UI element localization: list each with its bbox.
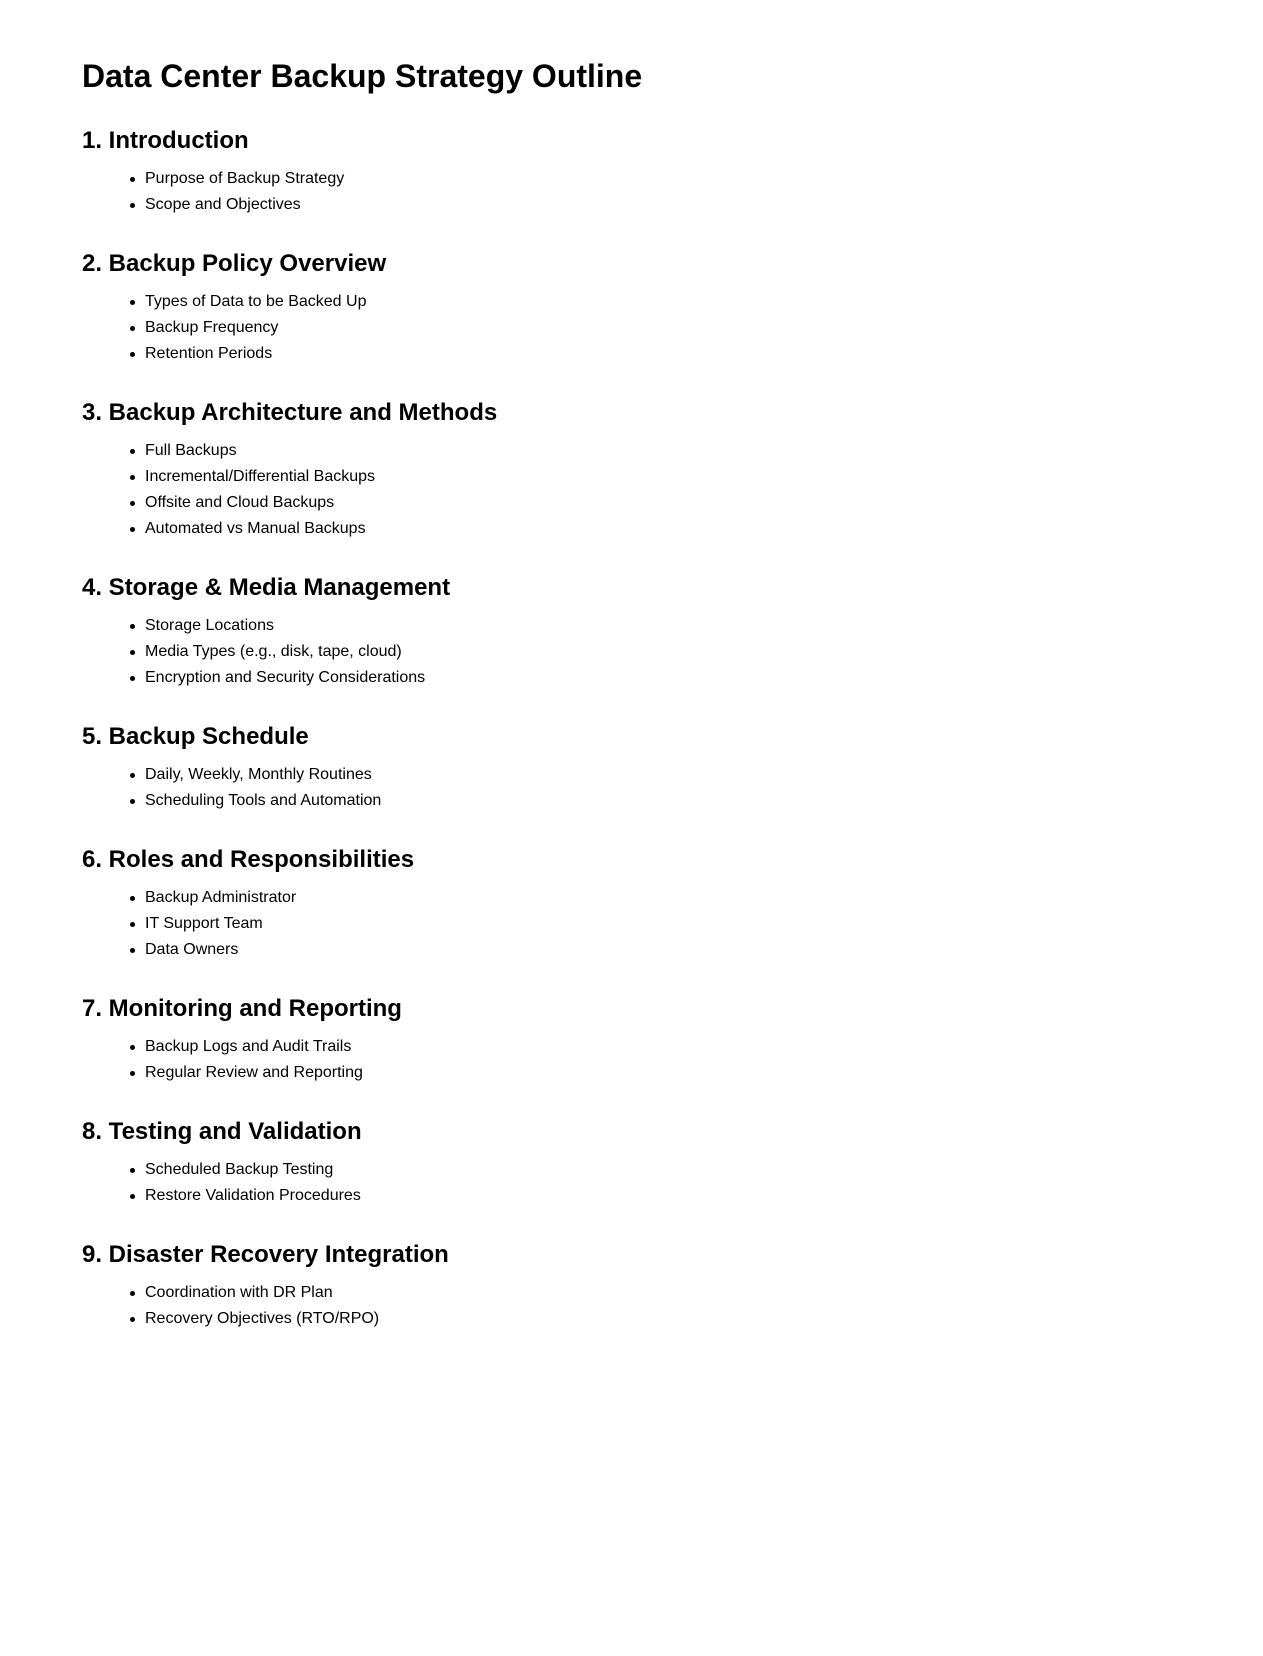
list-item xyxy=(145,885,497,911)
list-item-text: Media Types (e.g., disk, tape, cloud) xyxy=(145,643,402,660)
section-item-list xyxy=(82,885,497,963)
list-item-text: Restore Validation Procedures xyxy=(145,1187,361,1204)
list-item xyxy=(145,464,497,490)
list-item-text: Scope and Objectives xyxy=(145,196,301,213)
list-item xyxy=(145,937,497,963)
list-item xyxy=(145,1280,497,1306)
section-heading: 6. Roles and Responsibilities xyxy=(82,846,415,873)
list-item xyxy=(145,289,497,315)
bullet-icon xyxy=(130,326,135,331)
list-item xyxy=(145,315,497,341)
document-page xyxy=(82,0,1182,1327)
bullet-icon xyxy=(130,203,135,208)
list-item-text: Scheduled Backup Testing xyxy=(145,1161,334,1178)
section-heading: 1. Introduction xyxy=(82,127,249,154)
bullet-icon xyxy=(130,896,135,901)
section-item-list xyxy=(82,438,497,542)
list-item-text: Daily, Weekly, Monthly Routines xyxy=(145,766,372,783)
section-heading: 3. Backup Architecture and Methods xyxy=(82,399,498,426)
list-item xyxy=(145,665,497,691)
outline-section xyxy=(82,1117,497,1209)
bullet-icon xyxy=(130,650,135,655)
outline-section xyxy=(82,994,497,1086)
list-item-text: Recovery Objectives (RTO/RPO) xyxy=(145,1310,380,1327)
bullet-icon xyxy=(130,352,135,357)
list-item xyxy=(145,613,497,639)
list-item-text: Backup Frequency xyxy=(145,319,279,336)
list-item xyxy=(145,1183,497,1209)
list-item-text: Backup Administrator xyxy=(145,889,297,906)
outline-section xyxy=(82,398,497,542)
bullet-icon xyxy=(130,948,135,953)
bullet-icon xyxy=(130,475,135,480)
section-item-list xyxy=(82,613,497,691)
section-item-list xyxy=(82,1157,497,1209)
list-item xyxy=(145,166,497,192)
list-item xyxy=(145,762,497,788)
bullet-icon xyxy=(130,1317,135,1322)
list-item-text: Incremental/Differential Backups xyxy=(145,468,376,485)
list-item xyxy=(145,1034,497,1060)
list-item-text: Offsite and Cloud Backups xyxy=(145,494,335,511)
list-item xyxy=(145,788,497,814)
outline-section xyxy=(82,126,497,218)
list-item-text: Regular Review and Reporting xyxy=(145,1064,363,1081)
bullet-icon xyxy=(130,1291,135,1296)
list-item xyxy=(145,1157,497,1183)
section-heading: 7. Monitoring and Reporting xyxy=(82,995,402,1022)
list-item-text: Full Backups xyxy=(145,442,237,459)
bullet-icon xyxy=(130,177,135,182)
list-item-text: IT Support Team xyxy=(145,915,263,932)
list-item-text: Retention Periods xyxy=(145,345,273,362)
page-title: Data Center Backup Strategy Outline xyxy=(82,58,643,94)
bullet-icon xyxy=(130,527,135,532)
outline-section xyxy=(82,845,497,963)
outline-sections xyxy=(82,126,497,1363)
bullet-icon xyxy=(130,922,135,927)
section-item-list xyxy=(82,762,497,814)
list-item-text: Types of Data to be Backed Up xyxy=(145,293,367,310)
list-item-text: Scheduling Tools and Automation xyxy=(145,792,382,809)
list-item-text: Encryption and Security Considerations xyxy=(145,669,426,686)
list-item-text: Automated vs Manual Backups xyxy=(145,520,366,537)
section-heading: 2. Backup Policy Overview xyxy=(82,250,387,277)
section-item-list xyxy=(82,166,497,218)
bullet-icon xyxy=(130,1168,135,1173)
section-item-list xyxy=(82,289,497,367)
section-heading: 9. Disaster Recovery Integration xyxy=(82,1241,449,1268)
list-item xyxy=(145,192,497,218)
list-item xyxy=(145,911,497,937)
section-heading: 8. Testing and Validation xyxy=(82,1118,362,1145)
list-item-text: Data Owners xyxy=(145,941,239,958)
list-item-text: Backup Logs and Audit Trails xyxy=(145,1038,352,1055)
list-item-text: Purpose of Backup Strategy xyxy=(145,170,345,187)
section-item-list xyxy=(82,1280,497,1332)
bullet-icon xyxy=(130,501,135,506)
bullet-icon xyxy=(130,300,135,305)
bullet-icon xyxy=(130,449,135,454)
bullet-icon xyxy=(130,1194,135,1199)
outline-section xyxy=(82,249,497,367)
list-item xyxy=(145,341,497,367)
outline-section xyxy=(82,1240,497,1332)
outline-section xyxy=(82,722,497,814)
section-item-list xyxy=(82,1034,497,1086)
bullet-icon xyxy=(130,1071,135,1076)
section-heading: 4. Storage & Media Management xyxy=(82,574,451,601)
list-item xyxy=(145,639,497,665)
bullet-icon xyxy=(130,624,135,629)
list-item-text: Coordination with DR Plan xyxy=(145,1284,333,1301)
section-heading: 5. Backup Schedule xyxy=(82,723,309,750)
list-item xyxy=(145,1060,497,1086)
list-item-text: Storage Locations xyxy=(145,617,274,634)
list-item xyxy=(145,490,497,516)
list-item xyxy=(145,516,497,542)
bullet-icon xyxy=(130,799,135,804)
bullet-icon xyxy=(130,773,135,778)
list-item xyxy=(145,438,497,464)
bullet-icon xyxy=(130,676,135,681)
list-item xyxy=(145,1306,497,1332)
bullet-icon xyxy=(130,1045,135,1050)
outline-section xyxy=(82,573,497,691)
